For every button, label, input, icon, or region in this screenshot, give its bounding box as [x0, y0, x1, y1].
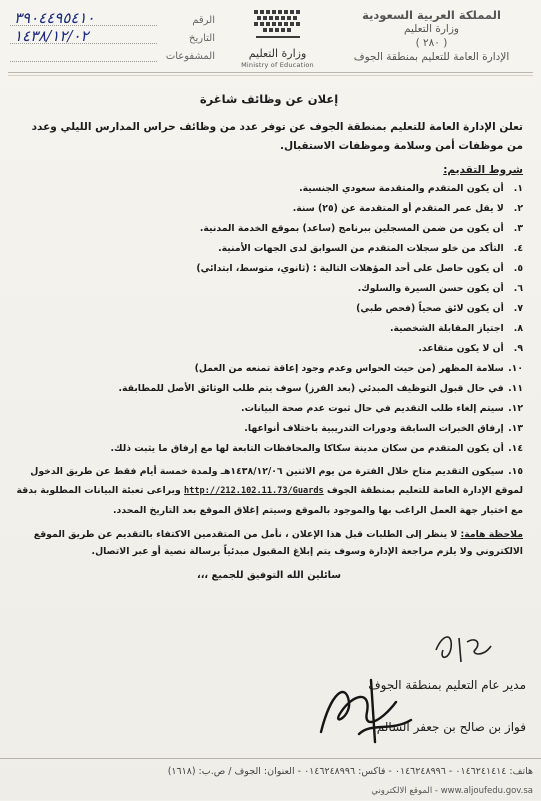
- announcement-body: [15, 92, 523, 581]
- condition-item: ١٠. سلامة المظهر (من حيث الحواس وعدم وجود إعاقة تمنعه من العمل): [194, 363, 523, 374]
- condition-item: ٣. أن يكون من ضمن المسجلين ببرنامج (ساعد) بموقع الخدمة المدنية.: [199, 223, 523, 234]
- ministry-logo-icon: [250, 8, 306, 42]
- condition-item: ٦. أن يكون حسن السيرة والسلوك.: [357, 283, 523, 294]
- org-line-kingdom: المملكة العربية السعودية: [362, 8, 501, 22]
- announcement-title: إعلان عن وظائف شاغرة: [199, 92, 339, 106]
- condition-item: ٧. أن يكون لائق صحياً (فحص طبي): [356, 303, 523, 314]
- org-header: [344, 8, 519, 64]
- org-line-directorate: الإدارة العامة للتعليم بمنطقة الجوف: [353, 51, 510, 63]
- condition-item: ٥. أن يكون حاصل على أحد المؤهلات التالية : (ثانوي، متوسط، ابتدائي): [196, 263, 523, 274]
- important-note: [15, 526, 523, 560]
- header-divider-secondary: [8, 75, 533, 76]
- org-line-code: ( ٢٨٠ ): [415, 37, 448, 49]
- conditions-heading: شروط التقديم:: [443, 164, 523, 176]
- conditions-list: [15, 182, 523, 520]
- date-value: ١٤٣٨/١٢/٠٢: [14, 27, 89, 45]
- important-note-text: لا ينظر إلى الطلبات قبل هذا الإعلان ، نأمل من المتقدمين الاكتفاء بالتقديم عن طريق الموقع الالكتروني ولا يلزم مراجعة الإدارة وسوف يتم إبلاغ المقبول مبدئياً برسالة نصية أو عبر الاتصال.: [33, 529, 523, 557]
- condition-item: ١٣. إرفاق الخبرات السابقة ودورات التدريبية باختلاف أنواعها.: [244, 423, 523, 434]
- attachments-line: [10, 48, 157, 62]
- footer-website: www.aljoufedu.gov.sa - الموقع الالكتروني: [371, 786, 533, 796]
- ref-number-label: الرقم: [192, 15, 215, 26]
- attachments-label: المشفوعات: [165, 51, 215, 62]
- ref-number-line: [10, 9, 157, 27]
- condition-item: ٩. أن لا يكون متقاعد.: [418, 343, 523, 354]
- signature-icon: [301, 672, 421, 752]
- condition-item-application: ١٥. سيكون التقديم متاح خلال الفترة من يوم الاثنين ١٤٣٨/١٢/٠٦هـ ولمدة خمسة أيام فقط عن طريق الدخول لموقع الإدارة العامة للتعليم بمنطقة الجوف http://212.102.11.73/Guards ويراعى تعبئة البيانات المطلوبة بدقة مع اختيار جهة العمل الراغب بها والموجود بالموقع وسيتم إغلاق الموقع بعد التاريخ المحدد.: [16, 466, 523, 516]
- ref-number-row: [10, 10, 215, 26]
- announcement-intro: تعلن الإدارة العامة للتعليم بمنطقة الجوف عن توفر عدد من وظائف حراس المدارس الليلي وعدد من موظفات أمن وسلامة وموظفات الاستقبال.: [31, 121, 523, 152]
- reference-fields: [10, 10, 215, 64]
- important-note-label: ملاحظة هامة:: [460, 529, 523, 540]
- footer-contact: هاتف: ٠١٤٦٢٤١٤١٤ - ٠١٤٦٢٤٨٩٩٦ - فاكس: ٠١٤٦٢٤٨٩٩٦ - العنوان: الجوف / ص.ب: (١٦١٨): [167, 766, 533, 777]
- signatory-title: مدير عام التعليم بمنطقة الجوف: [368, 678, 526, 692]
- letterhead-footer: [0, 758, 541, 801]
- date-row: [10, 28, 215, 44]
- closing-line: سائلين الله التوفيق للجميع ،،،: [196, 570, 341, 581]
- date-line: [10, 27, 157, 45]
- application-link[interactable]: http://212.102.11.73/Guards: [184, 486, 324, 496]
- condition-item: ١١. في حال قبول التوظيف المبدئي (بعد الفرز) سوف يتم طلب الوثائق الأصل للمطابقة.: [118, 383, 523, 394]
- condition-item: ٨. اجتياز المقابلة الشخصية.: [389, 323, 523, 334]
- date-label: التاريخ: [189, 33, 215, 44]
- condition-item: ٤. التأكد من خلو سجلات المتقدم من السوابق لدى الجهات الأمنية.: [218, 243, 523, 254]
- condition-item: ١٢. سيتم إلغاء طلب التقديم في حال ثبوت عدم صحة البيانات.: [241, 403, 523, 414]
- handwritten-initial-icon: [431, 628, 501, 668]
- org-line-ministry: وزارة التعليم: [404, 23, 459, 35]
- ministry-name-ar: وزارة التعليم: [248, 47, 307, 60]
- signatory-name: فواز بن صالح بن جعفر السالم: [376, 720, 526, 734]
- condition-item: ٢. لا يقل عمر المتقدم أو المتقدمة عن (٢٥) سنة.: [292, 203, 523, 214]
- ref-number-value: ٣٩٠٤٤٩٥٤١٠: [14, 9, 95, 27]
- ministry-logo-block: [235, 8, 320, 69]
- attachments-row: [10, 46, 215, 62]
- condition-item: ١. أن يكون المتقدم والمتقدمة سعودي الجنسية.: [299, 183, 523, 194]
- condition-item: ١٤. أن يكون المتقدم من سكان مدينة سكاكا والمحافظات التابعة لها مع إرفاق ما يثبت ذلك.: [110, 443, 523, 454]
- ministry-name-en: Ministry of Education: [241, 61, 314, 69]
- header-divider: [8, 72, 533, 73]
